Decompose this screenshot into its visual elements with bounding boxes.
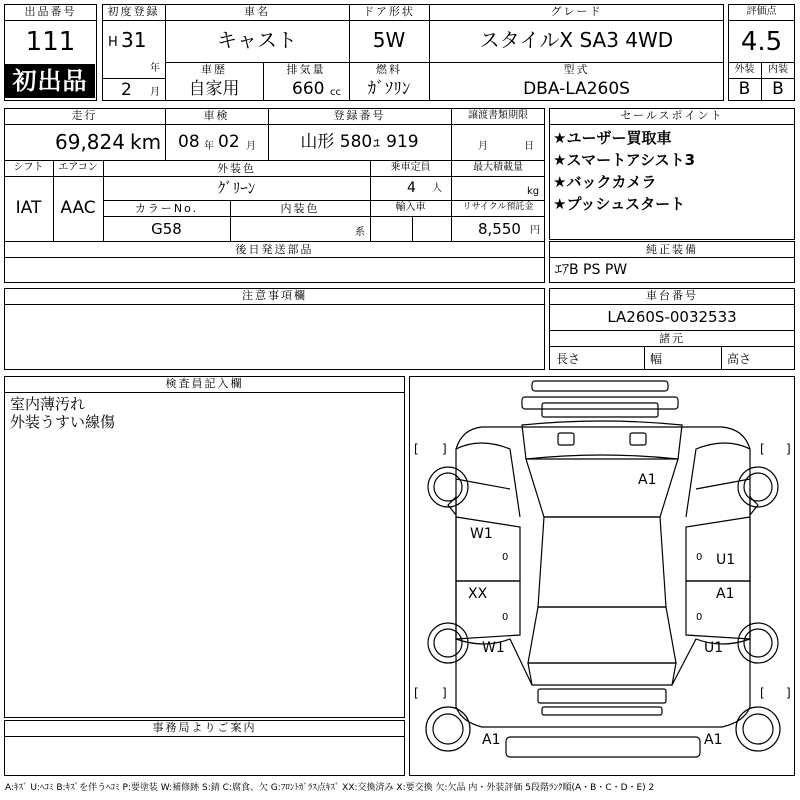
first-reg-label: 初度登録	[107, 5, 160, 18]
bracket-mark: [	[414, 686, 419, 700]
month-unit: 月	[150, 87, 160, 98]
load-unit: kg	[527, 186, 540, 197]
shift: IAT	[15, 198, 42, 218]
plate-number: 山形 580ｭ 919	[300, 132, 419, 152]
recycle-fee: 8,550	[478, 220, 521, 238]
damage-mark: W1	[470, 526, 493, 542]
inspector-note: 室内薄汚れ	[10, 395, 86, 413]
later-parts-label: 後日発送部品	[235, 243, 314, 256]
color-no-label: カラーNo.	[134, 202, 199, 215]
exterior-grade: B	[738, 79, 751, 99]
inspection-label: 車検	[203, 109, 230, 122]
bracket-mark: ]	[786, 686, 791, 700]
inspection-month: 02	[218, 132, 240, 152]
fuel: ｶﾞｿﾘﾝ	[367, 79, 411, 99]
car-outline-icon	[410, 377, 796, 777]
displacement-label: 排気量	[286, 63, 326, 76]
bracket-mark: [	[760, 686, 765, 700]
damage-mark: A1	[482, 732, 501, 748]
car-name: キャスト	[217, 28, 297, 52]
damage-mark: XX	[468, 586, 488, 602]
sales-point: ★ユーザー買取車	[553, 129, 672, 147]
interior-grade: B	[772, 79, 784, 99]
inspection-month-unit: 月	[246, 141, 256, 152]
damage-mark: A1	[638, 472, 657, 488]
bracket-mark: ]	[442, 442, 447, 456]
lot-label: 出品番号	[24, 5, 77, 18]
car-name-label: 車名	[244, 5, 270, 18]
lot-number: 111	[25, 27, 76, 57]
door-label: ドア形状	[363, 5, 415, 18]
interior-label: 内装	[768, 64, 788, 75]
office-label: 事務局よりご案内	[152, 721, 257, 734]
interior-color-unit: 系	[355, 227, 365, 238]
transfer-day-unit: 日	[524, 141, 534, 152]
ac-label: エアコン	[58, 162, 98, 173]
plate-label: 登録番号	[333, 109, 386, 122]
damage-mark: U1	[716, 552, 736, 568]
width-label: 幅	[650, 352, 663, 366]
era: H	[108, 35, 118, 50]
color-number: G58	[151, 220, 182, 238]
zero-mark: 0	[696, 552, 703, 563]
zero-mark: 0	[502, 552, 509, 563]
exterior-color: ｸﾞﾘｰﾝ	[217, 179, 256, 197]
shift-label: シフト	[13, 162, 44, 173]
capacity-label: 乗車定員	[390, 162, 431, 173]
inspector-label: 検査員記入欄	[165, 377, 244, 390]
score: 4.5	[740, 27, 783, 57]
history: 自家用	[188, 79, 240, 99]
reg-year: 31	[121, 28, 147, 52]
equipment: ｴｱB PS PW	[555, 262, 628, 278]
length-label: 長さ	[556, 352, 581, 366]
displacement: 660	[292, 79, 325, 99]
damage-legend: A:ｷｽﾞ U:ﾍｺﾐ B:ｷｽﾞを伴うﾍｺﾐ P:要塗装 W:補修跡 S:錆 C:腐食、欠 G:ﾌﾛﾝﾄｶﾞﾗｽ点ｷｽﾞ XX:交換済み X:要交換 欠:欠品 内・外装評価 5段階ﾗﾝｸ順(A・B・C・D・E) 2	[5, 783, 655, 793]
exterior-label: 外装	[734, 64, 755, 75]
history-label: 車歴	[201, 63, 227, 76]
specs-label: 諸元	[659, 332, 685, 345]
transfer-label: 譲渡書類期限	[468, 110, 528, 121]
damage-diagram	[409, 376, 795, 776]
model-code: DBA-LA260S	[523, 79, 630, 99]
damage-mark: W1	[482, 640, 505, 656]
score-label: 評価点	[746, 6, 777, 17]
height-label: 高さ	[727, 352, 752, 366]
mileage-label: 走行	[71, 109, 98, 122]
bracket-mark: ]	[786, 442, 791, 456]
sales-point: ★バックカメラ	[553, 173, 657, 191]
bracket-mark: ]	[442, 686, 447, 700]
door-type: 5W	[372, 28, 406, 52]
zero-mark: 0	[696, 612, 703, 623]
load-label: 最大積載量	[473, 162, 523, 173]
chassis-label: 車台番号	[646, 289, 698, 302]
capacity-unit: 人	[432, 183, 442, 194]
inspection-year: 08	[178, 132, 200, 152]
sales-label: セールスポイント	[620, 109, 724, 122]
transfer-month-unit: 月	[478, 141, 488, 152]
mileage: 69,824	[55, 130, 125, 154]
import-label: 輸入車	[395, 202, 426, 213]
damage-mark: A1	[704, 732, 723, 748]
damage-mark: A1	[716, 586, 735, 602]
sales-point: ★プッシュスタート	[553, 195, 686, 213]
model-label: 型式	[563, 63, 590, 76]
interior-color-label: 内装色	[280, 202, 320, 215]
reg-month: 2	[121, 80, 132, 100]
bracket-mark: [	[760, 442, 765, 456]
exterior-color-label: 外装色	[217, 162, 256, 175]
first-listing-badge: 初出品	[5, 64, 95, 98]
chassis-number: LA260S-0032533	[607, 308, 737, 326]
year-unit: 年	[150, 63, 160, 74]
displacement-unit: cc	[330, 87, 341, 98]
sales-point: ★スマートアシスト3	[553, 151, 696, 169]
zero-mark: 0	[502, 612, 509, 623]
damage-mark: U1	[704, 640, 724, 656]
notes-label: 注意事項欄	[242, 289, 307, 302]
inspection-year-unit: 年	[204, 141, 214, 152]
capacity: 4	[407, 180, 416, 196]
recycle-label: リサイクル預託金	[462, 202, 534, 212]
equipment-label: 純正装備	[646, 243, 698, 256]
mileage-unit: km	[130, 130, 162, 154]
recycle-unit: 円	[530, 225, 540, 236]
air-conditioner: AAC	[60, 198, 96, 218]
grade-label: グレード	[550, 5, 603, 18]
grade: スタイルX SA3 4WD	[479, 28, 674, 52]
fuel-label: 燃料	[376, 63, 402, 76]
bracket-mark: [	[414, 442, 419, 456]
inspector-note: 外装うすい線傷	[10, 413, 116, 431]
